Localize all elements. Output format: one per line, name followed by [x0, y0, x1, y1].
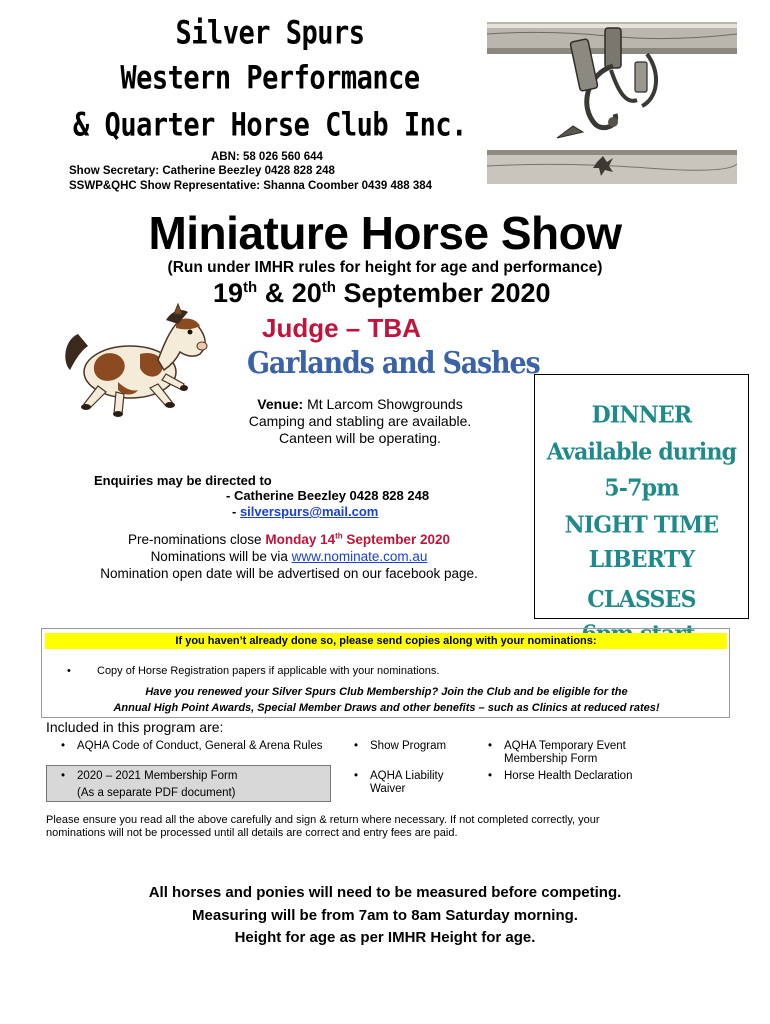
measuring-line-1: All horses and ponies will need to be measured before competing.	[148, 884, 622, 901]
abn-text: ABN: 58 026 560 644	[211, 151, 323, 163]
notice-bullet-item	[67, 665, 439, 677]
included-item-text: AQHA Temporary Event	[504, 740, 626, 752]
bullet-icon: •	[488, 770, 493, 782]
event-title: Miniature Horse Show	[148, 207, 622, 259]
included-item-text: AQHA Liability	[370, 770, 444, 782]
included-item-text: Show Program	[370, 740, 447, 752]
included-item-membership-form	[61, 769, 238, 783]
prenom-close-rest: September 2020	[342, 532, 450, 547]
venue-line	[225, 396, 495, 413]
club-name-line1: Silver Spurs	[175, 15, 365, 52]
included-item-horse-health	[488, 769, 633, 783]
measuring-line-3: Height for age as per IMHR Height for age.	[234, 929, 536, 946]
venue-label: Venue:	[257, 396, 304, 412]
included-item-liability-waiver-2: Waiver	[370, 783, 406, 795]
dinner-line-5: LIBERTY CLASSES	[587, 545, 696, 613]
club-name-line2: Western Performance	[120, 60, 420, 97]
prenom-via-line	[84, 548, 494, 565]
included-heading: Included in this program are:	[46, 719, 224, 735]
prenom-open-date: Nomination open date will be advertised on our facebook page.	[100, 566, 478, 581]
bullet-icon: •	[61, 770, 66, 782]
spurs-on-rail-image	[487, 14, 737, 184]
dinner-line-4: NIGHT TIME	[564, 510, 719, 539]
dinner-line-3: 5-7pm	[604, 473, 679, 503]
prenom-close-day: Monday 14	[265, 532, 336, 547]
prenom-close-line	[84, 531, 494, 548]
date-sup1: th	[243, 279, 258, 296]
ensure-line-2: nominations will not be processed until all details are correct and entry fees are paid.	[46, 827, 458, 839]
included-item-text: Horse Health Declaration	[504, 770, 633, 782]
camping-line: Camping and stabling are available.	[248, 413, 472, 429]
dinner-line-2: Available during	[546, 437, 737, 466]
bullet-icon: •	[354, 770, 359, 782]
notice-box	[41, 628, 730, 718]
bullet-icon: •	[61, 740, 66, 752]
membership-line-1: Have you renewed your Silver Spurs Club Membership? Join the Club and be eligible for the	[145, 686, 628, 698]
prenom-close-sup: th	[335, 531, 343, 541]
membership-form-note: (As a separate PDF document)	[77, 787, 236, 799]
date-day1: 19	[213, 278, 244, 308]
date-rest: September 2020	[335, 278, 551, 308]
bullet-icon: •	[67, 665, 71, 677]
prenom-via-prefix: Nominations will be via	[150, 549, 292, 564]
dinner-line-1: DINNER	[591, 400, 692, 430]
garlands-text: Garlands and Sashes	[247, 346, 540, 381]
nominations-block	[84, 531, 494, 582]
nominate-link[interactable]: www.nominate.com.au	[291, 549, 428, 564]
show-secretary-text: Show Secretary: Catherine Beezley 0428 828 248	[69, 165, 335, 177]
email-prefix: -	[232, 504, 240, 519]
included-item-temporary-event-2: Membership Form	[504, 753, 598, 765]
included-item-liability-waiver	[354, 769, 444, 783]
ensure-paragraph	[46, 814, 686, 840]
included-item-code-of-conduct	[61, 739, 323, 753]
dinner-box	[534, 374, 749, 619]
miniature-horse-illustration	[58, 300, 218, 420]
included-item-text: 2020 – 2021 Membership Form	[77, 770, 238, 782]
date-amp: & 20	[257, 278, 322, 308]
included-item-temporary-event	[488, 739, 626, 753]
included-item-show-program	[354, 739, 447, 753]
bullet-icon: •	[354, 740, 359, 752]
enquiries-contact: - Catherine Beezley 0428 828 248	[226, 488, 430, 503]
venue-place: Mt Larcom Showgrounds	[303, 396, 463, 412]
measuring-line-2: Measuring will be from 7am to 8am Saturday morning.	[192, 907, 578, 924]
notice-banner: If you haven’t already done so, please send copies along with your nominations:	[45, 633, 727, 649]
bullet-icon: •	[488, 740, 493, 752]
included-item-text: AQHA Code of Conduct, General & Arena Rules	[77, 740, 323, 752]
enquiries-heading: Enquiries may be directed to	[94, 473, 272, 488]
judge-text: Judge – TBA	[262, 313, 421, 343]
email-link[interactable]: silverspurs@mail.com	[239, 504, 379, 519]
date-sup2: th	[321, 279, 336, 296]
ensure-line-1: Please ensure you read all the above carefully and sign & return where necessary. If not completed correctly, your	[46, 814, 600, 826]
notice-bullet-text: Copy of Horse Registration papers if applicable with your nominations.	[97, 665, 440, 677]
club-name-line3: & Quarter Horse Club Inc.	[73, 107, 467, 144]
event-subtitle: (Run under IMHR rules for height for age and performance)	[167, 259, 603, 276]
membership-line-2: Annual High Point Awards, Special Member Draws and other benefits – such as Clinics at reduced rates!	[113, 702, 660, 714]
prenom-close-prefix: Pre-nominations close	[128, 532, 266, 547]
event-date	[213, 278, 551, 309]
show-representative-text: SSWP&QHC Show Representative: Shanna Coomber 0439 488 384	[69, 180, 433, 192]
venue-block	[225, 396, 495, 447]
canteen-line: Canteen will be operating.	[279, 430, 441, 446]
enquiries-email-line	[232, 504, 378, 519]
